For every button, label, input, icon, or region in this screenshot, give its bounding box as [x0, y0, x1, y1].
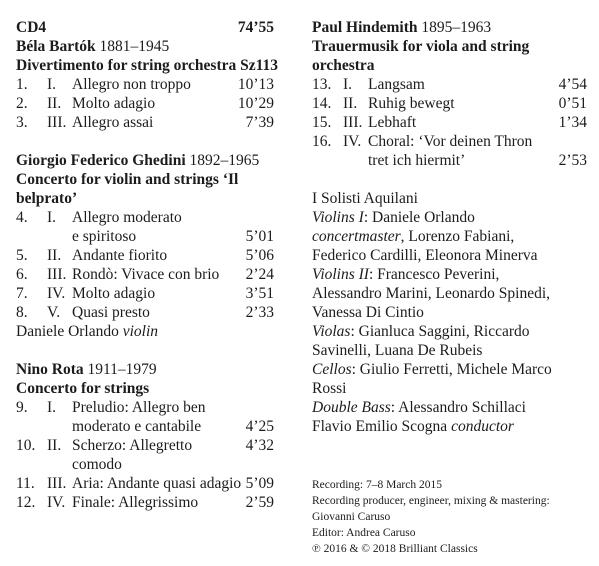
track-number: 10.: [16, 437, 36, 454]
track-row-continued: [16, 227, 274, 246]
track-row: [16, 94, 274, 113]
track-duration: 7’39: [245, 114, 274, 131]
section-label: Violins I: [312, 209, 364, 226]
movement-number: II.: [47, 437, 62, 454]
composer-name: Béla Bartók: [16, 38, 96, 55]
movement-title-continued: moderato e cantabile: [72, 418, 202, 435]
track-duration: 2’53: [558, 152, 587, 169]
section-label: Cellos: [312, 361, 352, 378]
movement-title: Lebhaft: [368, 114, 417, 131]
track-duration: 4’25: [245, 418, 274, 435]
composer-dates: 1881–1945: [99, 38, 170, 55]
track-number: 2.: [16, 95, 28, 112]
movement-title: Scherzo: Allegretto comodo: [72, 437, 193, 473]
movement-title: Allegro assai: [72, 114, 154, 131]
section-members: : Francesco Peverini,: [368, 266, 500, 283]
movement-title: Preludio: Allegro ben: [72, 399, 206, 416]
copyright-notice: ℗ 2016 & © 2018 Brilliant Classics: [312, 543, 478, 555]
movement-number: III.: [47, 266, 67, 283]
track-list: [16, 398, 274, 512]
conductor-role: conductor: [451, 418, 514, 435]
track-number: 8.: [16, 304, 28, 321]
section-members: : Gianluca Saggini, Riccardo: [350, 323, 530, 340]
track-row: [16, 265, 274, 284]
track-duration: 4’32: [245, 437, 274, 454]
movement-title-continued: e spiritoso: [72, 228, 137, 245]
cd-total-duration: 74’55: [237, 19, 274, 36]
composer-dates: 1911–1979: [87, 361, 157, 378]
cd-label: CD4: [16, 19, 47, 36]
movement-title: Quasi presto: [72, 304, 150, 321]
track-number: 4.: [16, 209, 28, 226]
section-members: Savinelli, Luana De Rubeis: [312, 342, 483, 359]
track-duration: 5’09: [245, 475, 274, 492]
movement-number: II.: [47, 247, 62, 264]
track-row: [16, 246, 274, 265]
track-duration: 2’33: [245, 304, 274, 321]
track-duration: 10’13: [237, 76, 274, 93]
track-list: [16, 208, 274, 322]
track-number: 15.: [312, 114, 332, 131]
movement-title: Aria: Andante quasi adagio: [72, 475, 242, 492]
ensemble-name: I Solisti Aquilani: [312, 190, 418, 207]
track-number: 5.: [16, 247, 28, 264]
movement-number: III.: [343, 114, 363, 131]
track-duration: 0’51: [558, 95, 587, 112]
track-row: [16, 75, 274, 94]
track-row-continued: [312, 151, 587, 170]
track-row: [16, 398, 274, 417]
track-row: [16, 436, 274, 474]
left-column: [16, 18, 279, 512]
section-members: , Lorenzo Fabiani,: [400, 228, 515, 245]
composer-name: Paul Hindemith: [312, 19, 418, 36]
role-label: concertmaster: [312, 228, 401, 245]
movement-title: Langsam: [368, 76, 425, 93]
composer-heading: [16, 360, 274, 379]
track-row: [16, 208, 274, 227]
movement-title: Allegro non troppo: [72, 76, 191, 93]
track-number: 1.: [16, 76, 28, 93]
track-number: 11.: [16, 475, 35, 492]
movement-number: IV.: [47, 285, 66, 302]
track-row: [16, 474, 274, 493]
movement-number: I.: [47, 209, 57, 226]
movement-number: I.: [47, 399, 57, 416]
cd-header: [16, 18, 274, 37]
movement-number: II.: [47, 95, 62, 112]
track-row: [16, 493, 274, 512]
work-title: Concerto for violin and strings ‘Il: [16, 171, 239, 188]
track-duration: 2’24: [245, 266, 274, 283]
section-members: Alessandro Marini, Leonardo Spinedi,: [312, 285, 551, 302]
producer-name: Giovanni Caruso: [312, 511, 391, 523]
section-members: Federico Cardilli, Eleonora Minerva: [312, 247, 538, 264]
movement-title: Andante fiorito: [72, 247, 168, 264]
movement-title: Molto adagio: [72, 95, 156, 112]
production-credits: [312, 477, 592, 557]
track-duration: 3’51: [245, 285, 274, 302]
track-number: 14.: [312, 95, 332, 112]
section-members: : Giulio Ferretti, Michele Marco: [351, 361, 552, 378]
composer-dates: 1895–1963: [421, 19, 492, 36]
movement-title: Molto adagio: [72, 285, 156, 302]
movement-number: I.: [47, 76, 57, 93]
conductor-name: Flavio Emilio Scogna: [312, 418, 448, 435]
track-duration: 4’54: [558, 76, 587, 93]
producer-label: Recording producer, engineer, mixing & mastering:: [312, 495, 550, 507]
movement-number: III.: [47, 114, 67, 131]
track-row: [16, 303, 274, 322]
section-label: Violas: [312, 323, 351, 340]
work-title: Trauermusik for viola and string: [312, 38, 530, 55]
movement-number: I.: [343, 76, 353, 93]
composer-heading: [16, 37, 274, 56]
work-title: Divertimento for string orchestra Sz113: [16, 57, 279, 74]
track-number: 7.: [16, 285, 28, 302]
track-number: 13.: [312, 76, 332, 93]
movement-number: V.: [47, 304, 61, 321]
composer-name: Giorgio Federico Ghedini: [16, 152, 186, 169]
soloist-role: violin: [122, 323, 159, 340]
track-row: [16, 284, 274, 303]
movement-title: Allegro moderato: [72, 209, 182, 226]
movement-title: Finale: Allegrissimo: [72, 494, 199, 511]
composer-heading: [16, 151, 274, 170]
track-number: 9.: [16, 399, 28, 416]
movement-number: IV.: [343, 133, 362, 150]
work-title-continued: belprato’: [16, 190, 78, 207]
soloist-credit: [16, 322, 274, 341]
recording-date: Recording: 7–8 March 2015: [312, 479, 442, 491]
composer-heading: [312, 18, 587, 37]
track-duration: 10’29: [237, 95, 274, 112]
section-members: Rossi: [312, 380, 347, 397]
movement-number: III.: [47, 475, 67, 492]
track-list: [16, 75, 274, 132]
track-number: 16.: [312, 133, 332, 150]
track-duration: 2’59: [245, 494, 274, 511]
track-duration: 5’06: [245, 247, 274, 264]
track-row: [312, 132, 587, 151]
section-label: Double Bass: [312, 399, 391, 416]
movement-title: Rondò: Vivace con brio: [72, 266, 220, 283]
section-members: Vanessa Di Cintio: [312, 304, 424, 321]
track-number: 12.: [16, 494, 36, 511]
right-column: [312, 18, 587, 436]
ensemble-credits: [312, 189, 587, 436]
track-duration: 5’01: [245, 228, 274, 245]
movement-number: IV.: [47, 494, 66, 511]
track-list: [312, 75, 587, 170]
track-row: [312, 75, 587, 94]
track-row: [16, 113, 274, 132]
work-title: Concerto for strings: [16, 380, 150, 397]
track-duration: 1’34: [558, 114, 587, 131]
track-row: [312, 94, 587, 113]
track-number: 3.: [16, 114, 28, 131]
work-title-continued: orchestra: [312, 57, 375, 74]
soloist-name: Daniele Orlando: [16, 323, 119, 340]
track-row-continued: [16, 417, 274, 436]
movement-title-continued: tret ich hiermit’: [368, 152, 466, 169]
section-label: Violins II: [312, 266, 369, 283]
movement-title: Ruhig bewegt: [368, 95, 455, 112]
movement-title: Choral: ‘Vor deinen Thron: [368, 133, 533, 150]
composer-dates: 1892–1965: [189, 152, 260, 169]
movement-number: II.: [343, 95, 358, 112]
composer-name: Nino Rota: [16, 361, 84, 378]
editor-credit: Editor: Andrea Caruso: [312, 527, 416, 539]
section-members: : Alessandro Schillaci: [390, 399, 526, 416]
track-number: 6.: [16, 266, 28, 283]
track-row: [312, 113, 587, 132]
section-members: : Daniele Orlando: [363, 209, 475, 226]
